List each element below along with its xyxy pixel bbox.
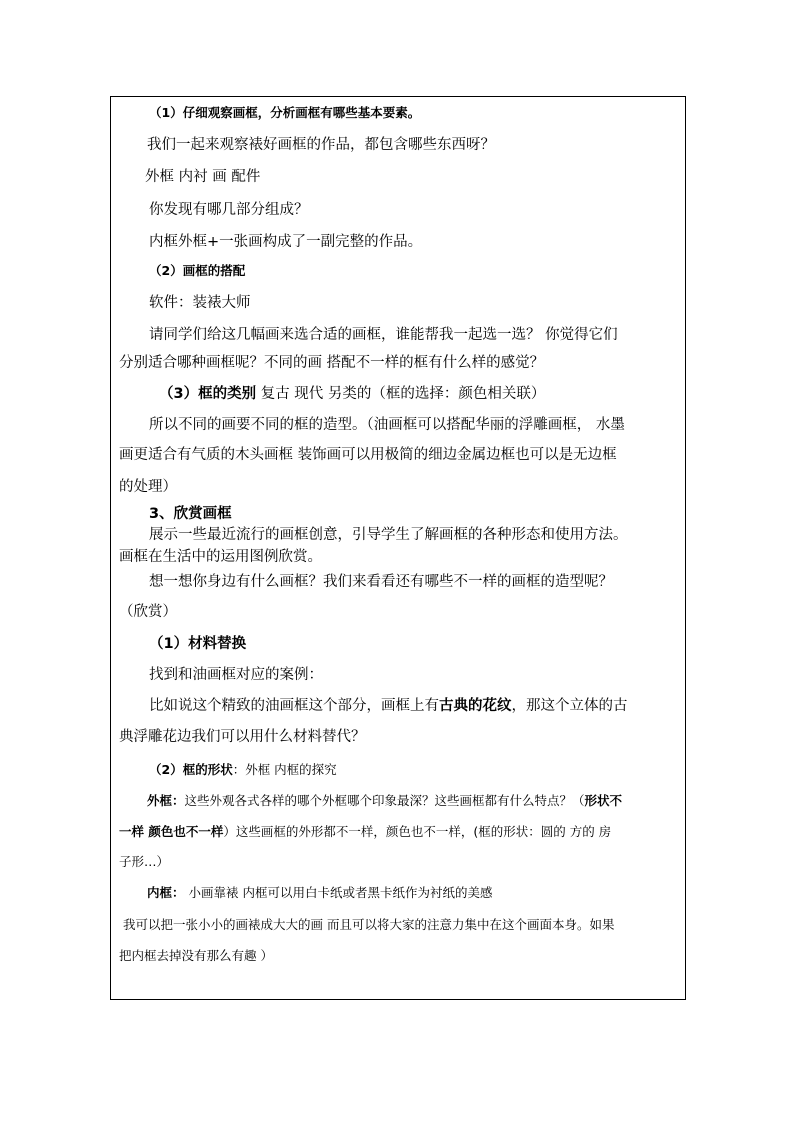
paragraph: 的处理） — [119, 479, 177, 495]
heading-observe-frame: （1）仔细观察画框，分析画框有哪些基本要素。 — [149, 105, 421, 120]
heading-material-replace: （1）材料替换 — [149, 636, 247, 652]
text-run-bold: 一样 颜色也不一样 — [119, 824, 224, 839]
paragraph: 把内框去掉没有那么有趣 ） — [119, 948, 273, 963]
paragraph: 外框 内衬 画 配件 — [145, 169, 261, 185]
paragraph: 请同学们给这几幅画来选合适的画框，谁能帮我一起选一选？ 你觉得它们 — [149, 327, 618, 343]
paragraph: 内框外框+一张画构成了一副完整的作品。 — [149, 234, 423, 250]
text-run-bold: 古典的花纹 — [439, 698, 512, 714]
paragraph: 我们一起来观察裱好画框的作品，都包含哪些东西呀？ — [147, 137, 495, 153]
paragraph: 子形…） — [119, 854, 170, 869]
label-outer-frame: 外框： — [147, 793, 185, 808]
text-run-bold: 形状不 — [584, 793, 623, 808]
heading-frame-types — [159, 384, 545, 404]
text-run: ，那这个立体的古 — [511, 698, 628, 714]
paragraph — [119, 822, 611, 842]
label-inner-frame: 内框： — [147, 885, 185, 900]
text-run: ）这些画框的外形都不一样，颜色也不一样，(框的形状：圆的 方的 房 — [223, 824, 612, 839]
paragraph: 典浮雕花边我们可以用什么材料替代？ — [119, 729, 366, 745]
section-heading-appreciate: 3、欣赏画框 — [149, 506, 232, 522]
table-cell-frame — [110, 96, 686, 1000]
paragraph: 你发现有哪几部分组成？ — [149, 202, 309, 218]
paragraph: （欣赏） — [119, 604, 177, 620]
paragraph — [149, 696, 628, 716]
text-run: 比如说这个精致的油画框这个部分，画框上有 — [149, 698, 439, 714]
paragraph: 想一想你身边有什么画框？我们来看看还有哪些不一样的画框的造型呢？ — [149, 574, 613, 590]
heading-frame-shape — [149, 760, 337, 780]
heading-rest: 复古 现代 另类的（框的选择：颜色相关联） — [256, 386, 546, 402]
text-run: 小画靠裱 内框可以用白卡纸或者黑卡纸作为衬纸的美感 — [184, 885, 493, 900]
paragraph: 分别适合哪种画框呢？不同的画 搭配不一样的框有什么样的感觉？ — [119, 355, 545, 371]
paragraph: 所以不同的画要不同的框的造型。（油画框可以搭配华丽的浮雕画框， 水墨 — [149, 417, 625, 433]
paragraph: 找到和油画框对应的案例： — [149, 667, 323, 683]
paragraph — [147, 883, 492, 903]
heading-rest: ：外框 内框的探究 — [232, 762, 337, 777]
paragraph — [147, 791, 622, 811]
paragraph: 画更适合有气质的木头画框 装饰画可以用极简的细边金属边框也可以是无边框 — [119, 447, 617, 463]
paragraph: 我可以把一张小小的画裱成大大的画 而且可以将大家的注意力集中在这个画面本身。如果 — [123, 917, 615, 932]
paragraph: 软件：装裱大师 — [149, 295, 251, 311]
paragraph: 展示一些最近流行的画框创意，引导学生了解画框的各种形态和使用方法。 — [149, 527, 628, 543]
text-run: 这些外观各式各样的哪个外框哪个印象最深？这些画框都有什么特点？（ — [184, 793, 585, 808]
heading-label: （2）框的形状 — [149, 762, 233, 777]
heading-label: （3）框的类别 — [159, 386, 257, 402]
heading-frame-matching: （2）画框的搭配 — [149, 263, 246, 278]
paragraph: 画框在生活中的运用图例欣赏。 — [119, 549, 322, 565]
